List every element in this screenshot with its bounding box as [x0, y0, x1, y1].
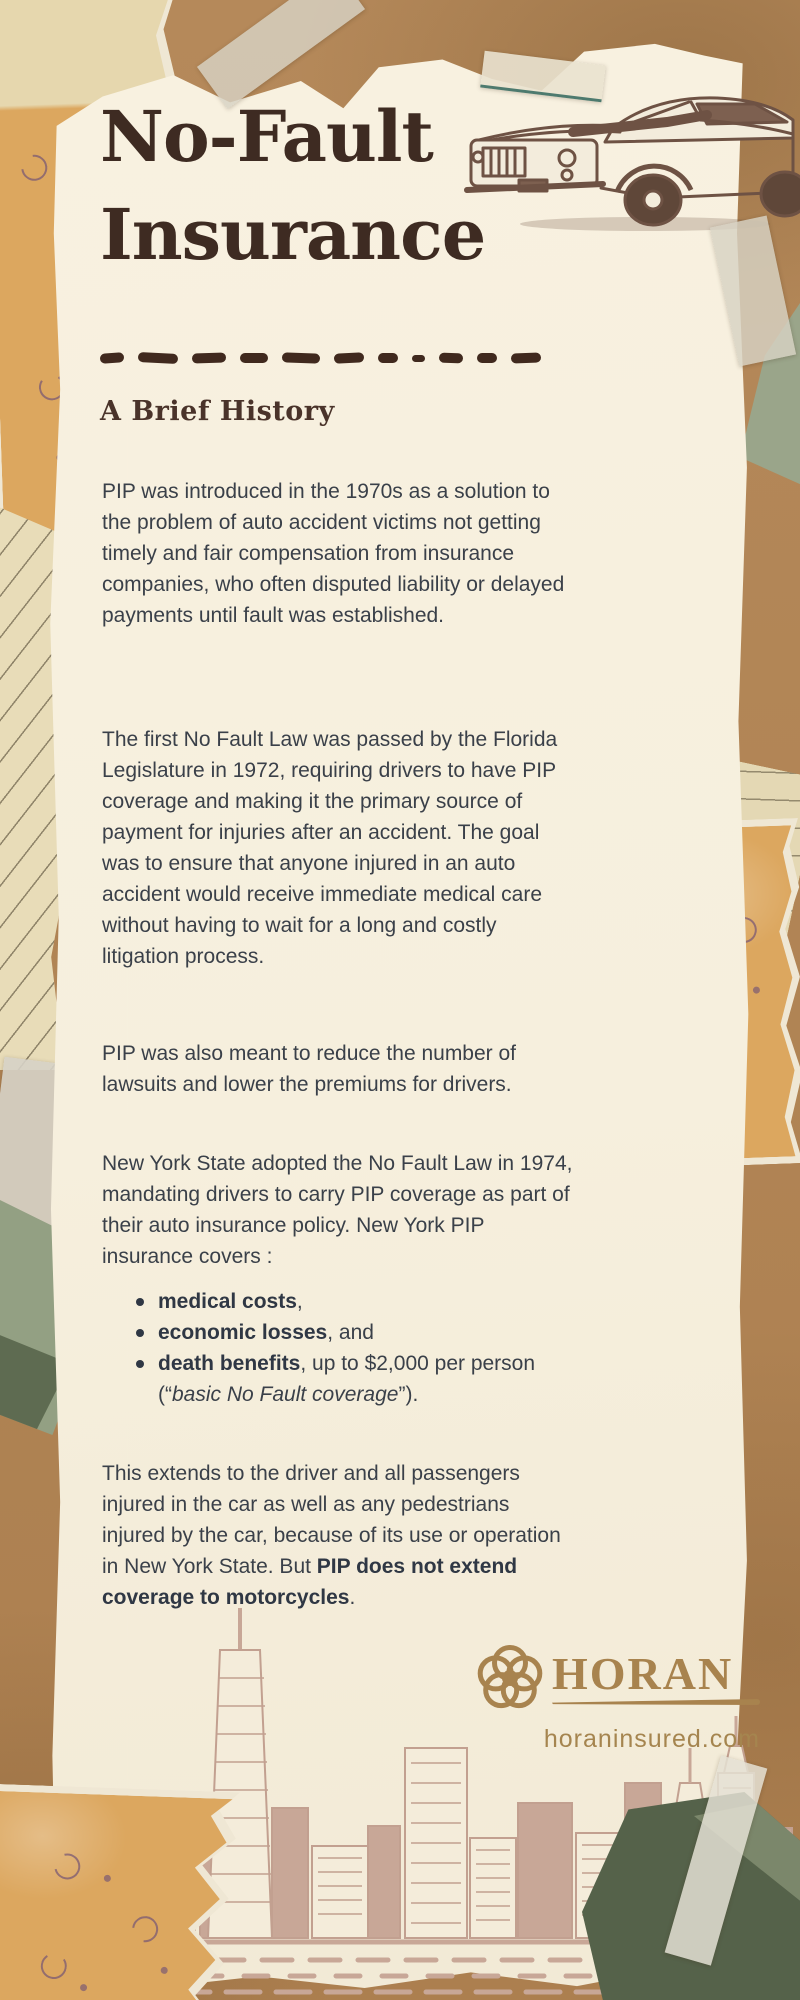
title-line-2: Insurance [100, 193, 486, 276]
doodle-dot [80, 1984, 87, 1991]
map-fragment-bottom-left [0, 1784, 240, 2000]
brand-wordmark-wrap [552, 1648, 760, 1705]
doodle-dot [161, 1967, 168, 1974]
title-line-1: No-Fault [100, 95, 433, 178]
doodle-curl [38, 1951, 69, 1982]
paragraph-intro: PIP was introduced in the 1970s as a solution to the problem of auto accident victims not getting timely and fair compensation from insurance companies, who often disputed liability or delayed payments until fault was established. [102, 480, 565, 627]
horan-logo-row [468, 1640, 760, 1716]
map-fragment-surface [0, 1791, 233, 2000]
brand-wordmark: HORAN [552, 1648, 734, 1699]
doodle-curl [16, 150, 52, 186]
list-item-economic: economic losses, and [132, 1317, 576, 1348]
section-heading: A Brief History [100, 396, 335, 427]
coverage-list [132, 1286, 576, 1410]
brand-underline [552, 1699, 760, 1705]
paragraph-florida-law: The first No Fault Law was passed by the Florida Legislature in 1972, requiring drivers to have PIP coverage and making it the primary source of payment for injuries after an accident. The goal was to ensure that anyone injured in an auto accident would receive immediate medical care without having to wait for a long and costly litigation process. [102, 728, 558, 968]
dashed-divider [100, 350, 550, 366]
doodle-curl [127, 1911, 163, 1947]
vintage-car-illustration [455, 80, 800, 235]
doodle-dot [104, 1875, 111, 1882]
horan-rosette-icon [472, 1640, 548, 1716]
paragraph-lawsuits: PIP was also meant to reduce the number of lawsuits and lower the premiums for drivers. [102, 1042, 517, 1096]
list-item-medical: medical costs, [132, 1286, 576, 1317]
paragraph-new-york: New York State adopted the No Fault Law in 1974, mandating drivers to carry PIP coverage as part of their auto insurance policy. New York PIP insurance covers : [102, 1152, 573, 1268]
website-url: horaninsured.com [543, 1725, 760, 1753]
list-item-death-benefits: death benefits, up to $2,000 per person (“basic No Fault coverage”). [132, 1348, 576, 1410]
page-title [100, 88, 485, 284]
paragraph-closing: This extends to the driver and all passengers injured in the car as well as any pedestrians injured by the car, because of its use or operation in New York State. But PIP does not extend coverage to motorcycles. [102, 1462, 561, 1609]
doodle-dot [753, 986, 760, 993]
doodle-curl [49, 1849, 85, 1885]
horan-logo [468, 1640, 760, 1754]
